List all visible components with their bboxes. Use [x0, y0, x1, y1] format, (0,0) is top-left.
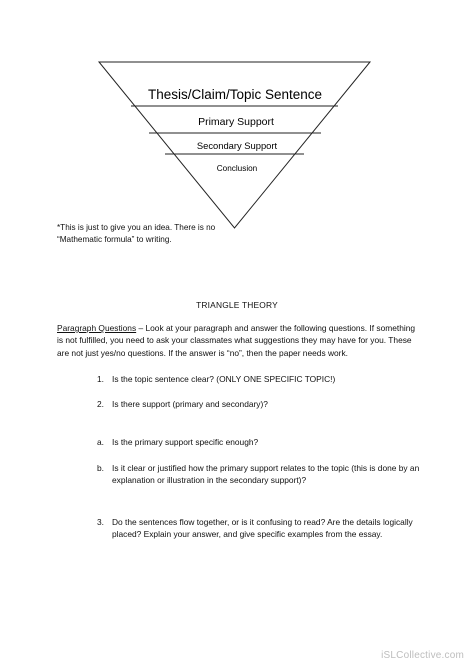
- intro-text: – Look at your paragraph and answer the following questions. If something is not fulfilled, you need to ask your classmates what suggestions they may have for you. These are not just yes/no questions. If the answer is “no”, then the paper needs work.: [57, 323, 416, 358]
- question-text: Is it clear or justified how the primary support relates to the topic (this is done by an explanation or illustration in the secondary support)?: [112, 463, 420, 486]
- triangle-level-primary: Primary Support: [198, 116, 274, 128]
- question-marker: 3.: [97, 517, 104, 527]
- question-text: Is the primary support specific enough?: [112, 437, 259, 447]
- question-text: Do the sentences flow together, or is it confusing to read? Are the details logically placed? Explain your answer, and give specific examples from the essay.: [112, 517, 413, 540]
- footer-watermark: iSLCollective.com: [381, 650, 464, 661]
- intro-label: Paragraph Questions: [57, 323, 137, 333]
- question-marker: 2.: [97, 399, 104, 409]
- triangle-diagram: [0, 0, 474, 240]
- section-title: TRIANGLE THEORY: [196, 300, 278, 310]
- question-marker: 1.: [97, 374, 104, 384]
- question-marker: a.: [97, 437, 104, 447]
- triangle-level-secondary: Secondary Support: [196, 140, 278, 151]
- triangle-level-thesis: Thesis/Claim/Topic Sentence: [147, 87, 323, 102]
- question-text: Is there support (primary and secondary)?: [112, 399, 268, 409]
- triangle-note: *This is just to give you an idea. There is no “Mathematic formula” to writing.: [57, 223, 216, 244]
- question-marker: b.: [97, 463, 104, 473]
- intro-paragraph: [57, 322, 421, 359]
- question-text: Is the topic sentence clear? (ONLY ONE SPECIFIC TOPIC!): [112, 374, 336, 384]
- triangle-level-conclusion: Conclusion: [216, 164, 258, 173]
